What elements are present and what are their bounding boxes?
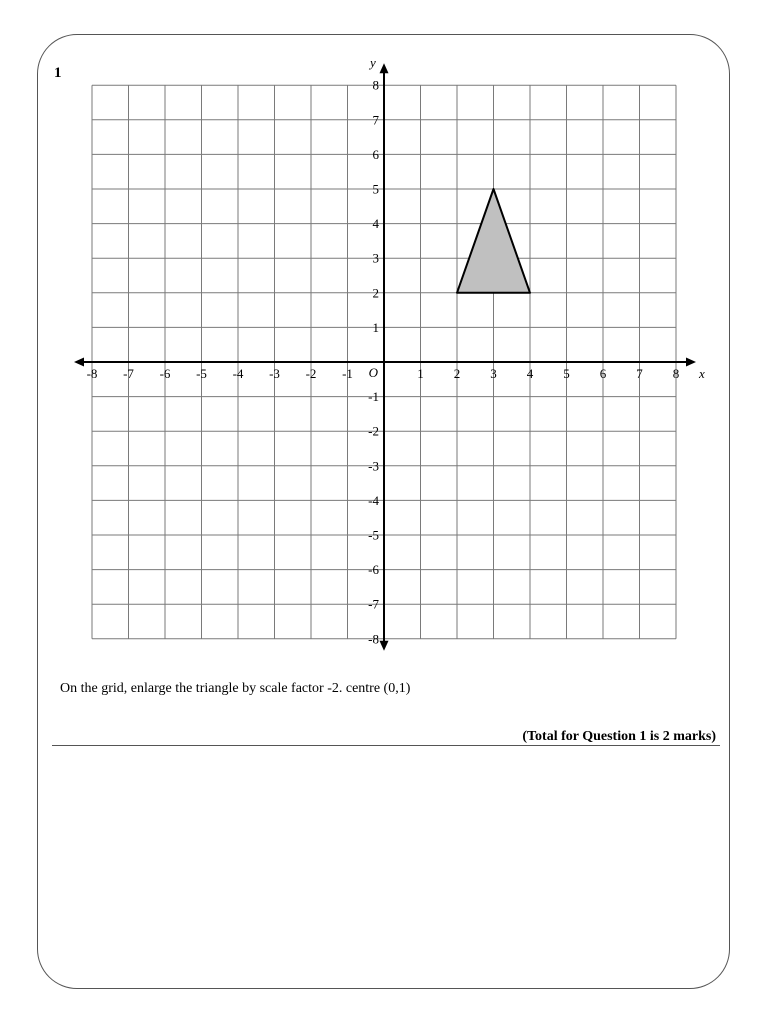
y-tick-label: 1: [372, 319, 379, 335]
y-tick-label: 8: [372, 77, 379, 93]
y-tick-label: 7: [372, 112, 379, 128]
x-tick-label: 4: [526, 366, 534, 381]
question-instruction: On the grid, enlarge the triangle by scale factor -2. centre (0,1): [60, 681, 411, 696]
y-axis-label: y: [370, 55, 376, 71]
x-tick-label: 1: [417, 366, 424, 381]
y-tick-label: 4: [372, 216, 379, 232]
x-tick-label: -1: [342, 366, 353, 381]
x-tick-label: -3: [269, 366, 280, 381]
x-tick-label: 2: [453, 366, 461, 381]
tick-labels: [87, 55, 705, 646]
y-tick-label: -8: [368, 631, 379, 647]
y-tick-label: 3: [372, 250, 379, 266]
x-tick-label: 6: [599, 366, 607, 381]
y-tick-label: -6: [368, 562, 379, 578]
x-tick-label: 5: [563, 366, 570, 381]
y-tick-label: -1: [368, 389, 379, 405]
x-tick-label: 8: [672, 366, 680, 381]
x-tick-label: -6: [159, 366, 171, 381]
triangle: [457, 189, 530, 293]
x-axis-arrow-left-icon: [74, 358, 84, 367]
x-tick-label: -7: [123, 366, 134, 381]
x-axis-label: x: [699, 366, 705, 381]
divider-line: [52, 745, 720, 746]
y-axis-arrow-down-icon: [380, 641, 389, 651]
y-tick-label: -3: [368, 458, 379, 474]
y-tick-label: 6: [372, 146, 379, 162]
x-tick-label: -5: [196, 366, 207, 381]
origin-label: O: [368, 365, 378, 380]
x-tick-label: -8: [86, 366, 98, 381]
question-total-marks: (Total for Question 1 is 2 marks): [522, 729, 716, 744]
y-tick-label: -2: [368, 423, 379, 439]
y-tick-label: -4: [368, 492, 379, 508]
y-axis-arrow-up-icon: [380, 63, 389, 73]
y-tick-label: -5: [368, 527, 379, 543]
x-tick-label: -4: [232, 366, 244, 381]
y-tick-label: 5: [372, 181, 379, 197]
y-tick-label: -7: [368, 596, 379, 612]
y-tick-label: 2: [372, 285, 379, 301]
shapes-layer: [457, 189, 530, 293]
x-tick-label: -2: [305, 366, 317, 381]
question-number: 1: [54, 65, 62, 81]
x-axis-arrow-right-icon: [686, 358, 696, 367]
x-tick-label: 3: [490, 366, 497, 381]
x-tick-label: 7: [636, 366, 643, 381]
